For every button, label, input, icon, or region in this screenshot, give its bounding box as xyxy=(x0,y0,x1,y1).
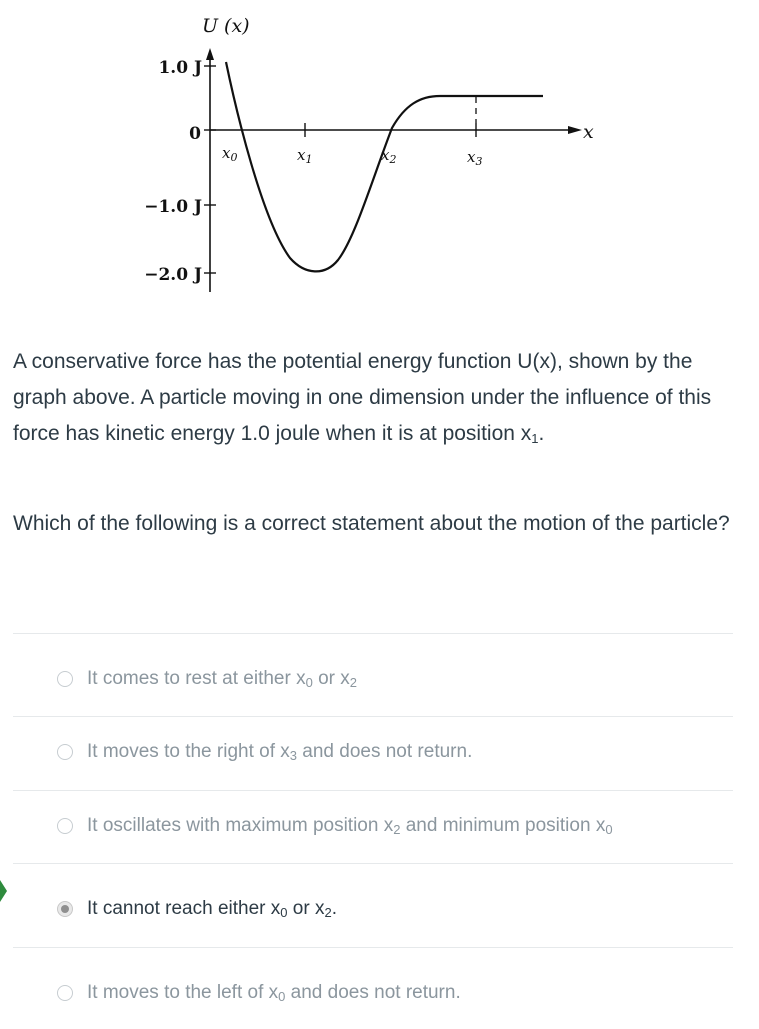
y-tick-label: 0 xyxy=(189,124,201,144)
x-tick-label-x2: $x_2$ xyxy=(381,146,397,166)
answer-label xyxy=(87,982,461,1004)
answer-text-part: and does not return. xyxy=(297,741,473,762)
answer-label xyxy=(87,898,337,920)
answer-subscript: 2 xyxy=(393,822,401,837)
question-prompt: Which of the following is a correct statement about the motion of the particle? xyxy=(13,512,730,535)
answer-subscript: 0 xyxy=(605,822,613,837)
answer-subscript: 0 xyxy=(280,905,288,920)
answer-divider xyxy=(13,947,733,948)
answer-divider xyxy=(13,790,733,791)
y-tick-label: 1.0 J xyxy=(158,58,202,78)
y-axis-label: U (x) xyxy=(202,15,250,37)
radio-button[interactable] xyxy=(57,985,73,1001)
potential-energy-graph xyxy=(0,0,759,300)
answer-divider xyxy=(13,633,733,634)
answer-option[interactable] xyxy=(57,665,357,693)
radio-button[interactable] xyxy=(57,744,73,760)
x-tick-label-x3: $x_3$ xyxy=(467,148,483,168)
x-tick-label-x1: $x_1$ xyxy=(297,146,313,166)
answer-option[interactable] xyxy=(57,738,472,766)
question-paragraph xyxy=(13,344,733,452)
answer-text-part: or x xyxy=(287,898,325,919)
answer-subscript: 0 xyxy=(305,675,313,690)
y-tick-label: −2.0 J xyxy=(144,265,202,285)
answer-option[interactable] xyxy=(57,979,461,1007)
answer-text-part: It comes to rest at either x xyxy=(87,668,306,689)
question-text: A conservative force has the potential energy function U(x), shown by the graph above. A particle moving in one dimension under the influence of this force has kinetic energy 1.0 joule when it is at position x xyxy=(13,350,712,445)
answer-text-part: It moves to the left of x xyxy=(87,982,279,1003)
answer-text-part: It oscillates with maximum position x xyxy=(87,815,394,836)
radio-button[interactable] xyxy=(57,818,73,834)
answer-label xyxy=(87,741,472,763)
answer-label xyxy=(87,668,357,690)
answer-text-part: It moves to the right of x xyxy=(87,741,290,762)
answer-option[interactable] xyxy=(57,812,613,840)
x-tick-label-x0: $x_0$ xyxy=(222,144,238,164)
answer-label xyxy=(87,815,613,837)
answer-text-part: It cannot reach either x xyxy=(87,898,281,919)
question-subscript: 1 xyxy=(531,431,539,446)
question-tail: . xyxy=(538,422,545,445)
answer-subscript: 2 xyxy=(324,905,332,920)
y-axis-arrow-icon xyxy=(206,48,214,60)
potential-energy-curve xyxy=(226,62,543,271)
y-tick-label: −1.0 J xyxy=(144,197,202,217)
selected-answer-marker-icon xyxy=(0,880,7,902)
x-axis-arrow-icon xyxy=(568,126,582,134)
answer-subscript: 3 xyxy=(289,748,297,763)
answer-text-part: . xyxy=(331,898,337,919)
answer-text-part: and minimum position x xyxy=(400,815,606,836)
answer-text-part: and does not return. xyxy=(285,982,461,1003)
answer-subscript: 2 xyxy=(349,675,358,690)
answer-option[interactable] xyxy=(57,895,337,923)
radio-button[interactable] xyxy=(57,671,73,687)
answer-subscript: 0 xyxy=(278,989,286,1004)
answer-text-part: or x xyxy=(312,668,350,689)
radio-button[interactable] xyxy=(57,901,73,917)
answer-divider xyxy=(13,716,733,717)
answer-divider xyxy=(13,863,733,864)
x-axis-label: x xyxy=(583,121,594,143)
